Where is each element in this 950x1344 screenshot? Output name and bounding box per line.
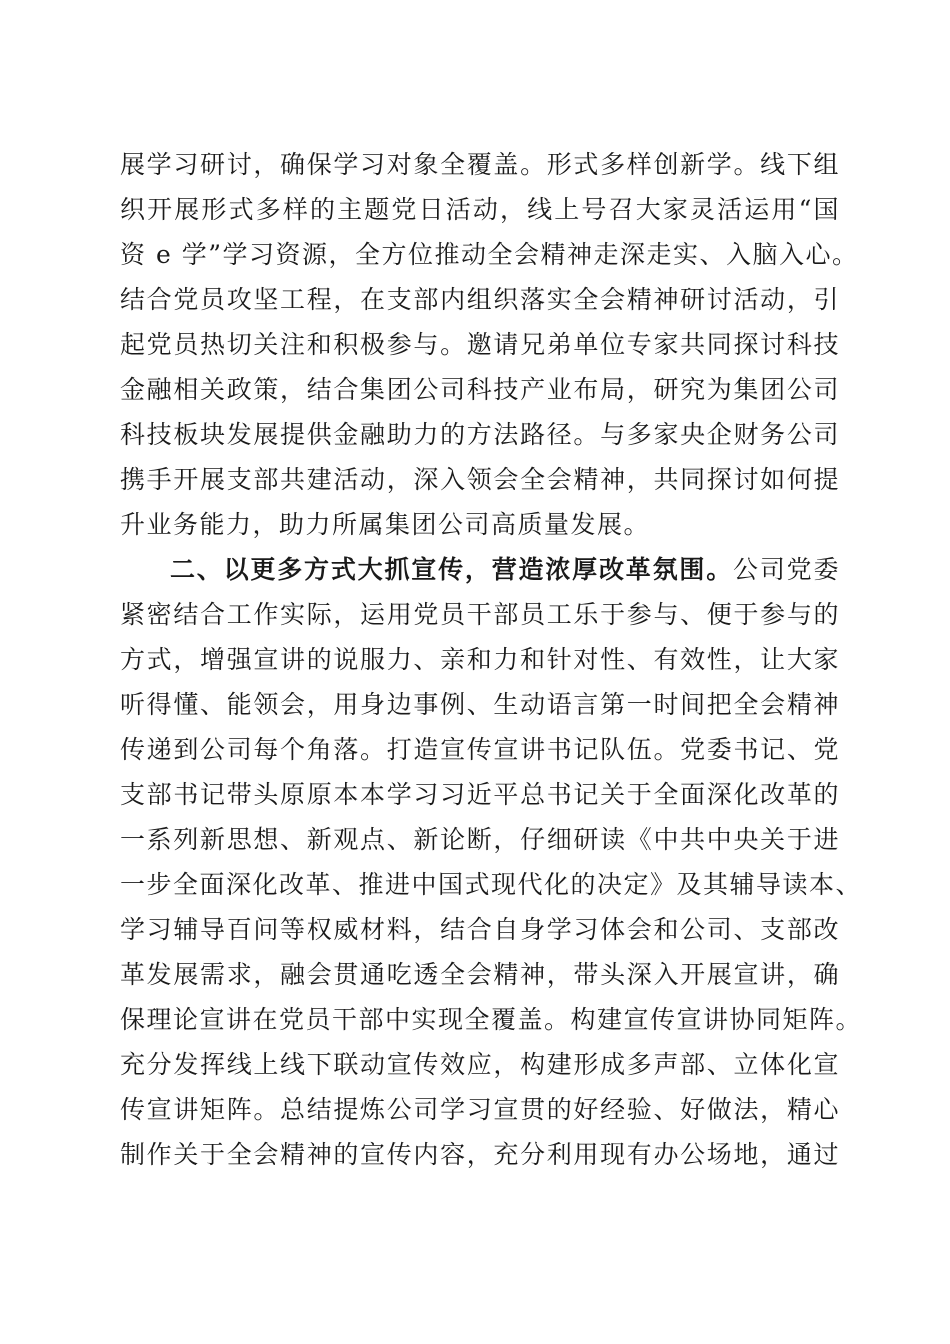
paragraph-first-line (120, 547, 840, 592)
text-line: 传宣讲矩阵。总结提炼公司学习宣贯的好经验、好做法，精心 (120, 1095, 840, 1124)
text-line: 听得懂、能领会，用身边事例、生动语言第一时间把全会精神 (120, 690, 840, 719)
text-line: 资 e 学”学习资源，全方位推动全会精神走深走实、入脑入心。 (120, 240, 859, 269)
text-line: 学习辅导百问等权威材料，结合自身学习体会和公司、支部改 (120, 915, 840, 944)
text-line: 携手开展支部共建活动，深入领会全会精神，共同探讨如何提 (120, 465, 840, 494)
text-line: 紧密结合工作实际，运用党员干部员工乐于参与、便于参与的 (120, 600, 840, 629)
text-line: 织开展形式多样的主题党日活动，线上号召大家灵活运用“国 (120, 195, 840, 224)
paragraph-2 (120, 547, 863, 1177)
text-line: 支部书记带头原原本本学习习近平总书记关于全面深化改革的 (120, 780, 840, 809)
text-line: 革发展需求，融会贯通吃透全会精神，带头深入开展宣讲，确 (120, 960, 840, 989)
paragraph-1 (120, 142, 859, 547)
text-line: 一系列新思想、新观点、新论断，仔细研读《中共中央关于进 (120, 825, 840, 854)
text-line: 金融相关政策，结合集团公司科技产业布局，研究为集团公司 (120, 375, 840, 404)
text-line: 结合党员攻坚工程，在支部内组织落实全会精神研讨活动，引 (120, 285, 840, 314)
section-heading: 二、以更多方式大抓宣传，营造浓厚改革氛围。 (170, 555, 734, 584)
text-line: 方式，增强宣讲的说服力、亲和力和针对性、有效性，让大家 (120, 645, 840, 674)
text-line: 展学习研讨，确保学习对象全覆盖。形式多样创新学。线下组 (120, 150, 840, 179)
text-line: 升业务能力，助力所属集团公司高质量发展。 (120, 510, 651, 539)
text-line: 制作关于全会精神的宣传内容，充分利用现有办公场地，通过 (120, 1140, 840, 1169)
text-line: 传递到公司每个角落。打造宣传宣讲书记队伍。党委书记、党 (120, 735, 840, 764)
text-line: 一步全面深化改革、推进中国式现代化的决定》及其辅导读本、 (120, 870, 863, 899)
document-body (120, 142, 863, 1177)
heading-line-rest: 公司党委 (733, 555, 840, 584)
text-line: 充分发挥线上线下联动宣传效应，构建形成多声部、立体化宣 (120, 1050, 840, 1079)
text-line: 起党员热切关注和积极参与。邀请兄弟单位专家共同探讨科技 (120, 330, 840, 359)
text-line: 科技板块发展提供金融助力的方法路径。与多家央企财务公司 (120, 420, 840, 449)
text-line: 保理论宣讲在党员干部中实现全覆盖。构建宣传宣讲协同矩阵。 (120, 1005, 863, 1034)
